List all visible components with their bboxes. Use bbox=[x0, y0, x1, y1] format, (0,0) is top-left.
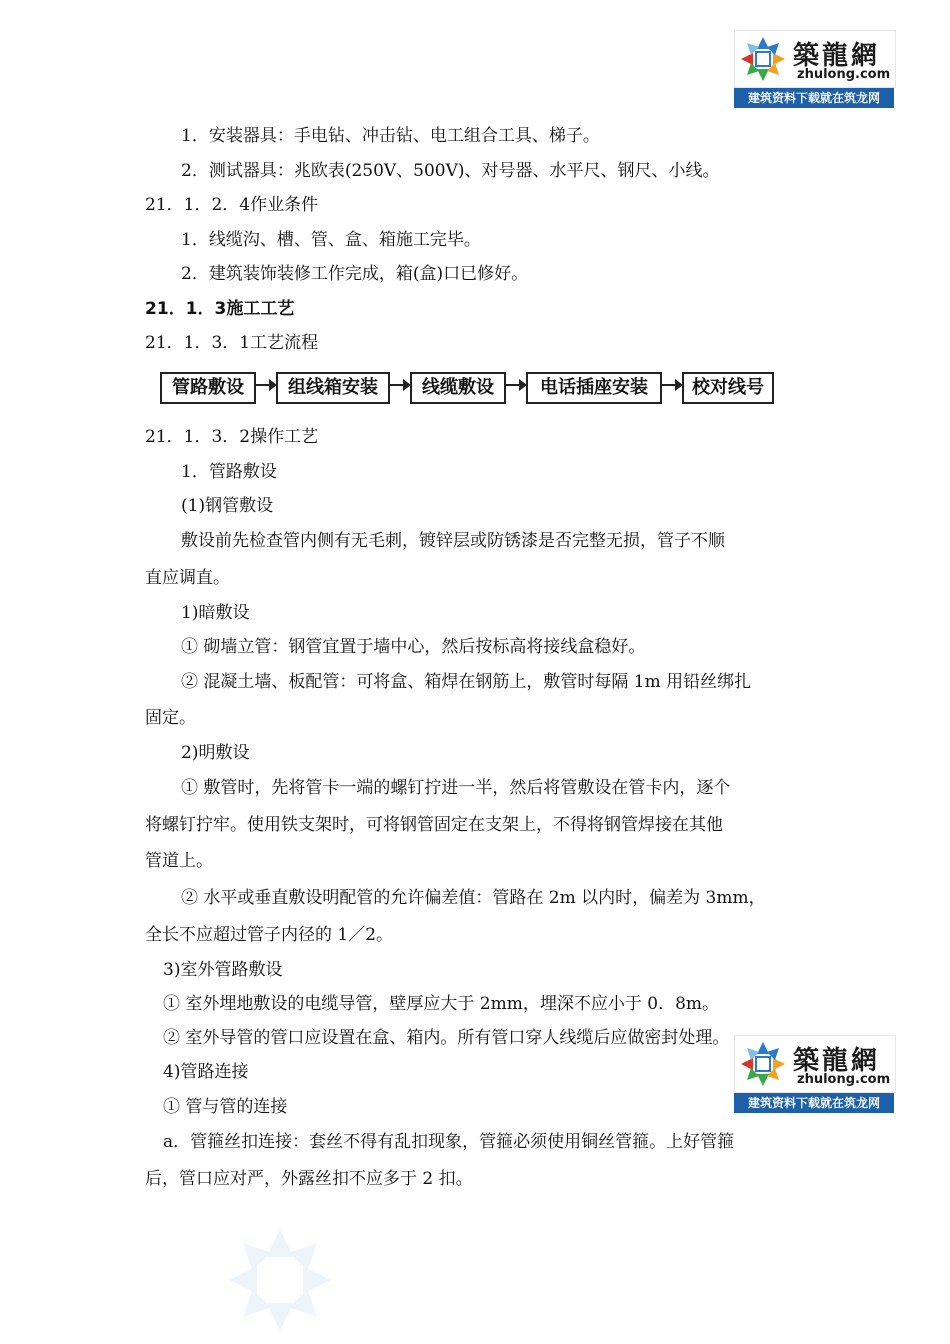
text-line: (1)钢管敷设 bbox=[181, 496, 274, 516]
text-line: ① 砌墙立管：钢管宜置于墙中心，然后按标高将接线盒稳好。 bbox=[181, 637, 646, 657]
text-line: ① 敷管时，先将管卡一端的螺钉拧进一半，然后将管敷设在管卡内，逐个 bbox=[181, 778, 731, 798]
text-line: ② 水平或垂直敷设明配管的允许偏差值：管路在 2m 以内时，偏差为 3mm， bbox=[181, 888, 766, 908]
text-line: 2．测试器具：兆欧表(250V、500V)、对号器、水平尺、钢尺、小线。 bbox=[181, 161, 720, 181]
logo-name-cn: 築龍網 bbox=[793, 41, 881, 71]
logo-name-en: zhulong.com bbox=[797, 67, 891, 82]
text-line: 固定。 bbox=[145, 708, 196, 728]
logo-slogan: 建筑资料下载就在筑龙网 bbox=[734, 88, 894, 108]
section-heading: 21．1．3施工工艺 bbox=[145, 299, 295, 319]
text-line: 1．安装器具：手电钻、冲击钻、电工组合工具、梯子。 bbox=[181, 126, 600, 146]
logo-panel bbox=[734, 30, 896, 88]
flow-arrow bbox=[254, 384, 270, 386]
text-line: 直应调直。 bbox=[145, 568, 230, 588]
text-line: 1．线缆沟、槽、管、盒、箱施工完毕。 bbox=[181, 230, 481, 250]
flow-arrow bbox=[660, 384, 676, 386]
flow-step-4: 电话插座安装 bbox=[526, 372, 662, 404]
text-line: a．管箍丝扣连接：套丝不得有乱扣现象，管箍必须使用铜丝管箍。上好管箍 bbox=[163, 1132, 735, 1152]
text-line: 21．1．2．4作业条件 bbox=[145, 195, 319, 215]
text-line: 全长不应超过管子内径的 1／2。 bbox=[145, 925, 394, 945]
logo-top bbox=[734, 30, 894, 108]
text-line: 敷设前先检查管内侧有无毛刺，镀锌层或防锈漆是否完整无损，管子不顺 bbox=[181, 531, 725, 551]
text-line: 管道上。 bbox=[145, 851, 213, 871]
text-line: 2)明敷设 bbox=[181, 743, 250, 763]
text-line: 1．管路敷设 bbox=[181, 462, 277, 482]
text-line: 2．建筑装饰装修工作完成，箱(盒)口已修好。 bbox=[181, 264, 529, 284]
logo-mark-icon bbox=[739, 1040, 787, 1088]
text-line: 将螺钉拧牢。使用铁支架时，可将钢管固定在支架上，不得将钢管焊接在其他 bbox=[145, 815, 723, 835]
flow-step-2: 组线箱安装 bbox=[276, 372, 390, 404]
text-line: 3)室外管路敷设 bbox=[163, 960, 283, 980]
flow-arrow bbox=[388, 384, 404, 386]
logo-panel bbox=[734, 1035, 896, 1093]
text-line: 4)管路连接 bbox=[163, 1062, 249, 1082]
text-line: 21．1．3．1工艺流程 bbox=[145, 333, 319, 353]
text-line: 21．1．3．2操作工艺 bbox=[145, 427, 319, 447]
logo-bottom bbox=[734, 1035, 894, 1113]
logo-mark-icon bbox=[739, 35, 787, 83]
watermark-emblem-icon bbox=[225, 1225, 335, 1335]
flow-step-1: 管路敷设 bbox=[160, 372, 256, 404]
flow-arrow bbox=[504, 384, 520, 386]
text-line: ① 室外埋地敷设的电缆导管，壁厚应大于 2mm，埋深不应小于 0．8m。 bbox=[163, 994, 720, 1014]
text-line: ① 管与管的连接 bbox=[163, 1097, 288, 1117]
flow-step-3: 线缆敷设 bbox=[410, 372, 506, 404]
logo-slogan: 建筑资料下载就在筑龙网 bbox=[734, 1093, 894, 1113]
text-line: ② 混凝土墙、板配管：可将盒、箱焊在钢筋上，敷管时每隔 1m 用铅丝绑扎 bbox=[181, 672, 752, 692]
logo-name-cn: 築龍網 bbox=[793, 1046, 881, 1076]
flow-step-5: 校对线号 bbox=[682, 372, 774, 404]
text-line: 后，管口应对严，外露丝扣不应多于 2 扣。 bbox=[145, 1169, 473, 1189]
text-line: 1)暗敷设 bbox=[181, 603, 250, 623]
logo-name-en: zhulong.com bbox=[797, 1072, 891, 1087]
text-line: ② 室外导管的管口应设置在盒、箱内。所有管口穿人线缆后应做密封处理。 bbox=[163, 1028, 730, 1048]
